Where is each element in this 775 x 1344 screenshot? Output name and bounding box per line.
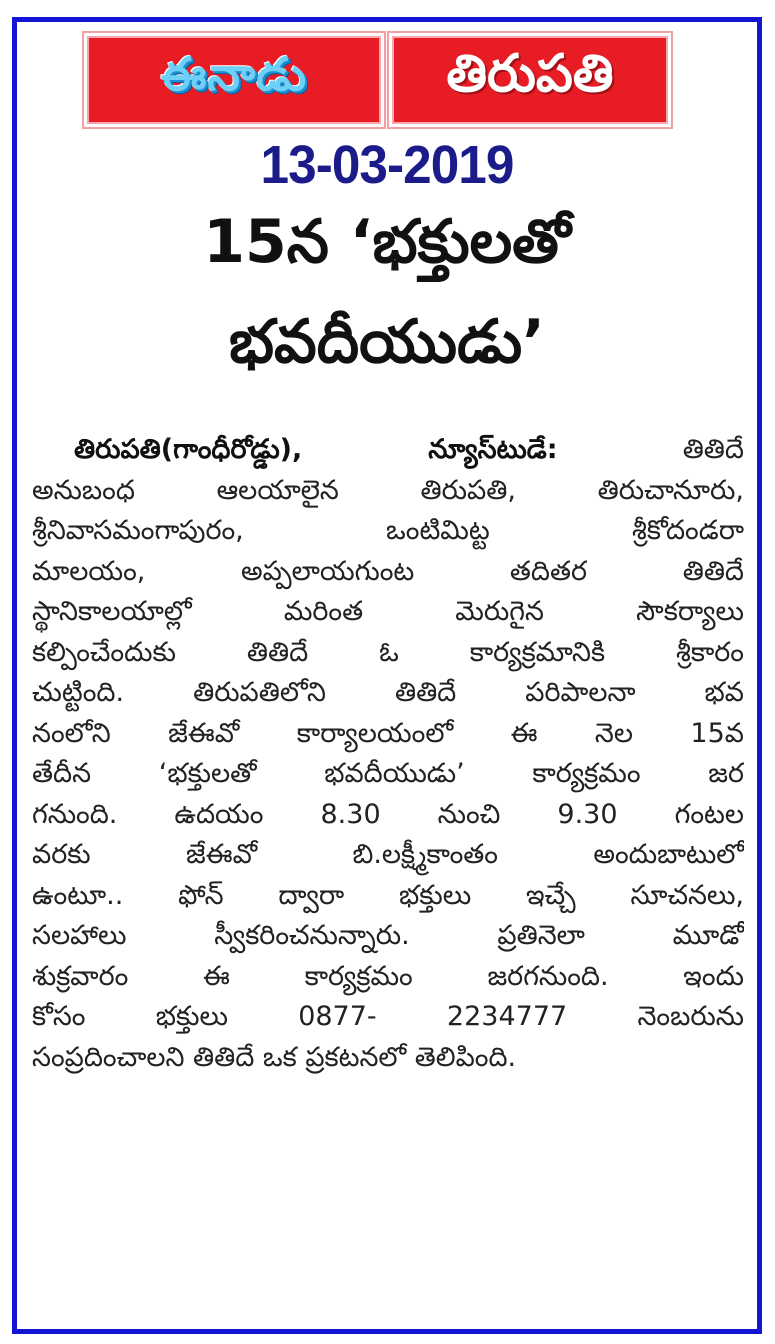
article-line: శుక్రవారం ఈ కార్యక్రమం జరగనుంది. ఇందు	[32, 960, 744, 992]
article-line: కోసం భక్తులు 0877- 2234777 నెంబరును	[32, 1001, 744, 1032]
article-line: శ్రీనివాసమంగాపురం, ఒంటిమిట్ట శ్రీకోదండరా	[32, 515, 744, 546]
article-line: ఉంటూ.. ఫోన్ ద్వారా భక్తులు ఇచ్చే సూచనలు,	[32, 879, 744, 911]
clipping-frame	[12, 17, 762, 1334]
eenadu-logo	[87, 36, 381, 124]
article-line: చుట్టింది. తిరుపతిలోని తితిదే పరిపాలనా భవ	[32, 677, 744, 708]
article-line: నంలోని జేఈవో కార్యాలయంలో ఈ నెల 15వ	[32, 717, 744, 749]
headline-line-1: 15న ‘భక్తులతో	[203, 207, 571, 277]
article-line: అనుబంధ ఆలయాలైన తిరుపతి, తిరుచానూరు,	[32, 474, 744, 506]
publication-date: 13-03-2019	[260, 135, 514, 195]
edition-name: తిరుపతి	[446, 43, 614, 104]
article-line: సలహాలు స్వీకరించనున్నారు. ప్రతినెలా మూడో	[32, 920, 744, 951]
article-line: తేదీన ‘భక్తులతో భవదీయుడు’ కార్యక్రమం జర	[32, 758, 744, 789]
article-line: గనుంది. ఉదయం 8.30 నుంచి 9.30 గంటల	[32, 798, 744, 830]
masthead	[87, 36, 677, 126]
dateline: తిరుపతి(గాంధీరోడ్డు), న్యూస్‌టుడే:	[74, 434, 558, 465]
headline-line-2: భవదీయుడు’	[229, 307, 545, 377]
paper-name: ఈనాడు	[160, 47, 308, 101]
article-line: సంప్రదించాలని తితిదే ఒక ప్రకటనలో తెలిపింది.	[32, 1041, 517, 1073]
article-line: మాలయం, అప్పలాయగుంట తదితర తితిదే	[32, 555, 744, 587]
edition-logo	[392, 36, 668, 124]
article-line: కల్పించేందుకు తితిదే ఓ కార్యక్రమానికి శ్రీకారం	[32, 636, 744, 668]
article-line: తిరుపతి(గాంధీరోడ్డు), న్యూస్‌టుడే: తితిదే	[74, 434, 744, 465]
article-line: వరకు జేఈవో బి.లక్ష్మీకాంతం అందుబాటులో	[32, 839, 744, 870]
article-body	[32, 430, 744, 1078]
article-line: స్థానికాలయాల్లో మరింత మెరుగైన సౌకర్యాలు	[32, 596, 744, 627]
